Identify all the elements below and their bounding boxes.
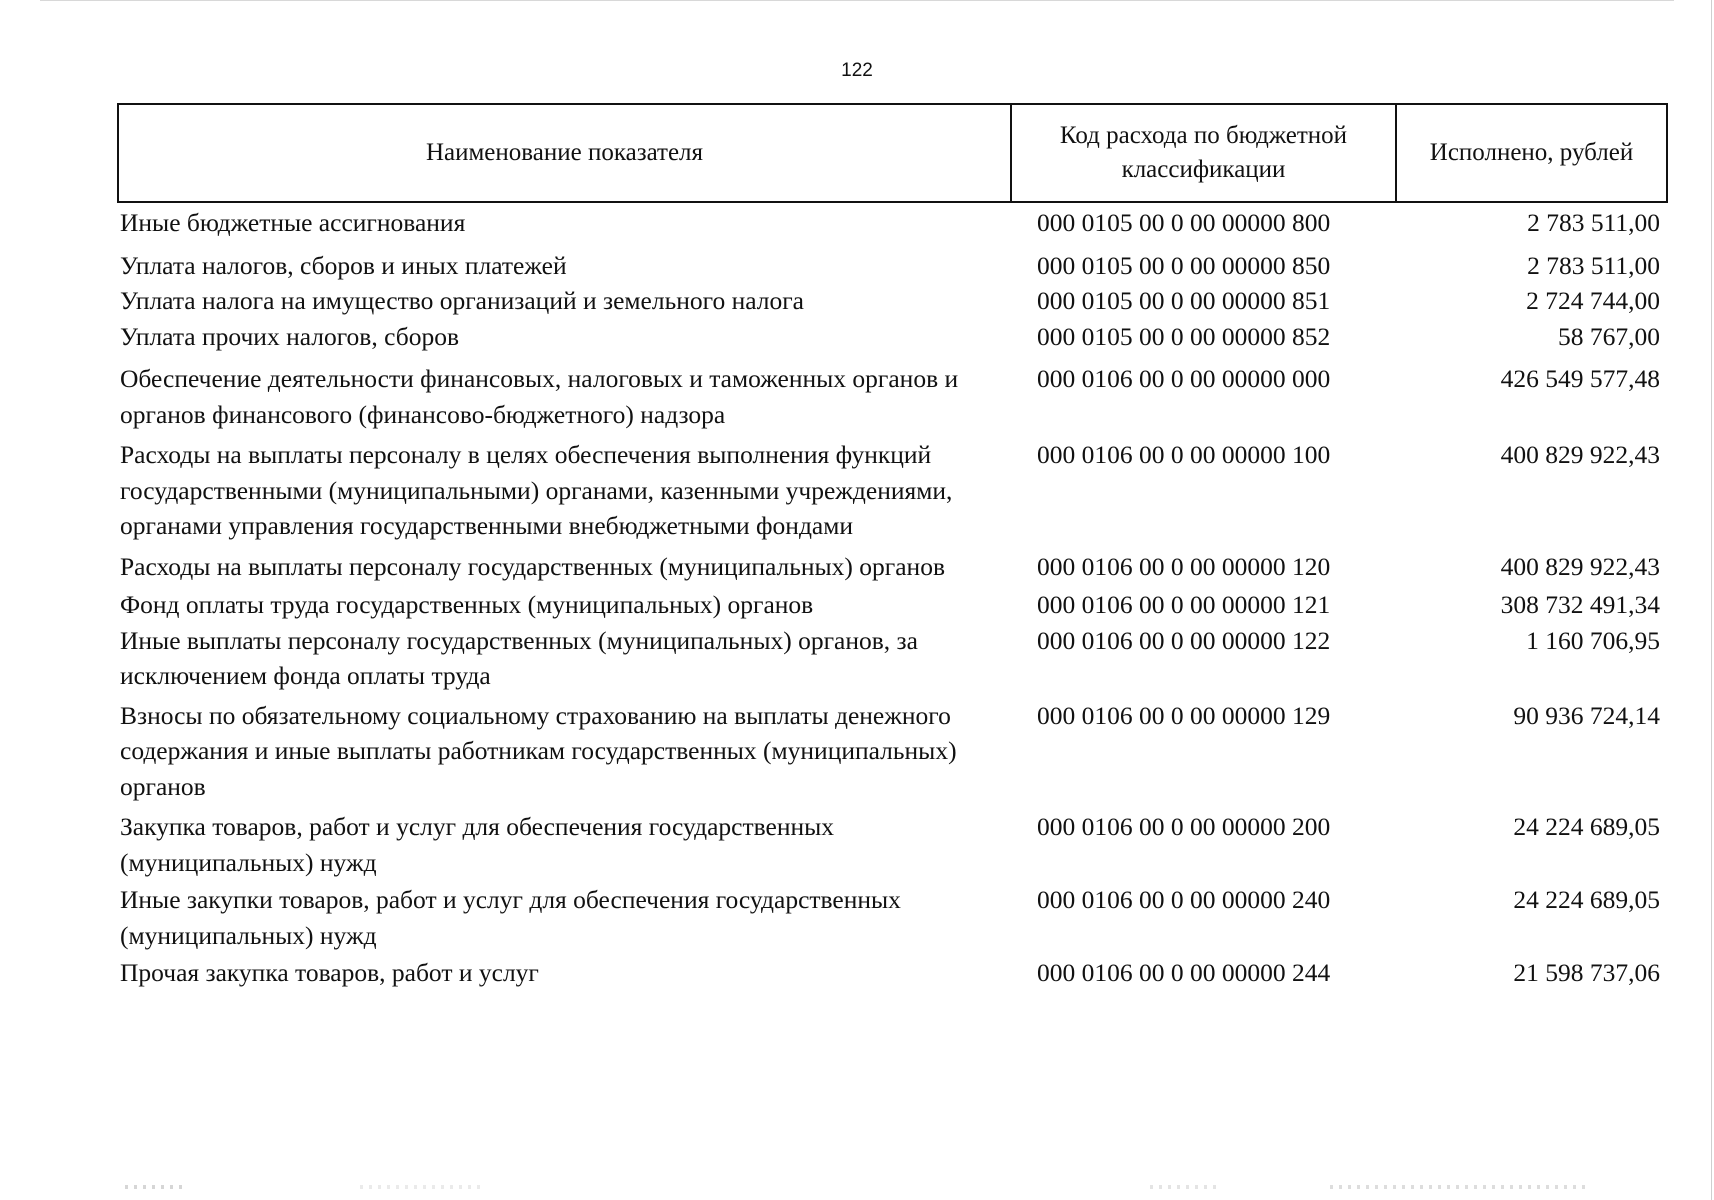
header-code: Код расхода по бюджетной классификации	[1012, 105, 1397, 201]
row-code: 000 0106 00 0 00 00000 129	[1037, 700, 1331, 730]
row-name: Иные выплаты персоналу государственных (муниципальных) органов, за исключением фонда оплаты труда	[120, 625, 918, 690]
row-code: 000 0105 00 0 00 00000 850	[1037, 250, 1331, 280]
row-code: 000 0106 00 0 00 00000 240	[1037, 885, 1331, 914]
scan-artifact	[125, 1185, 185, 1189]
row-amount: 90 936 724,14	[1513, 700, 1660, 730]
row-amount: 308 732 491,34	[1500, 590, 1660, 619]
row-name: Уплата налогов, сборов и иных платежей	[120, 250, 567, 280]
row-code: 000 0106 00 0 00 00000 121	[1037, 590, 1331, 619]
scan-edge	[1711, 0, 1712, 1200]
row-name: Прочая закупка товаров, работ и услуг	[120, 958, 539, 987]
scan-artifact	[1150, 1185, 1220, 1189]
table-row	[117, 809, 1668, 880]
row-code: 000 0105 00 0 00 00000 851	[1037, 286, 1331, 315]
row-amount: 400 829 922,43	[1500, 440, 1660, 469]
row-amount: 400 829 922,43	[1500, 551, 1660, 581]
row-code: 000 0105 00 0 00 00000 852	[1037, 321, 1331, 351]
table-row	[117, 698, 1668, 805]
row-name: Фонд оплаты труда государственных (муниципальных) органов	[120, 590, 814, 619]
table-row	[117, 361, 1668, 432]
header-amount: Исполнено, рублей	[1429, 139, 1634, 166]
row-name: Закупка товаров, работ и услуг для обеспечения государственных (муниципальных) нужд	[120, 812, 835, 877]
row-code: 000 0106 00 0 00 00000 122	[1037, 625, 1331, 655]
row-amount: 2 783 511,00	[1527, 250, 1660, 280]
table-row	[117, 882, 1668, 953]
table-row	[117, 205, 1668, 241]
table-row	[117, 549, 1668, 585]
scan-edge	[40, 0, 1674, 1]
row-name: Уплата прочих налогов, сборов	[120, 321, 459, 351]
row-code: 000 0106 00 0 00 00000 120	[1037, 551, 1331, 581]
budget-table	[117, 103, 1668, 991]
table-row	[117, 587, 1668, 623]
row-amount: 58 767,00	[1558, 321, 1660, 351]
scan-artifact	[360, 1185, 480, 1189]
table-row	[117, 437, 1668, 544]
row-name: Иные закупки товаров, работ и услуг для обеспечения государственных (муниципальных) нужд	[120, 885, 901, 950]
row-code: 000 0106 00 0 00 00000 000	[1037, 364, 1331, 393]
row-code: 000 0106 00 0 00 00000 244	[1037, 958, 1331, 987]
row-amount: 24 224 689,05	[1513, 812, 1660, 841]
header-name: Наименование показателя	[119, 105, 1012, 201]
table-row	[117, 283, 1668, 319]
table-row	[117, 319, 1668, 355]
row-code: 000 0106 00 0 00 00000 100	[1037, 440, 1331, 469]
row-amount: 24 224 689,05	[1513, 885, 1660, 914]
row-amount: 21 598 737,06	[1513, 958, 1660, 987]
row-amount: 426 549 577,48	[1500, 364, 1660, 393]
scan-artifact	[1330, 1185, 1590, 1189]
row-code: 000 0106 00 0 00 00000 200	[1037, 812, 1331, 841]
row-name: Взносы по обязательному социальному страхованию на выплаты денежного содержания и иные выплаты работникам государственных (муниципальных) органов	[120, 700, 957, 801]
row-name: Расходы на выплаты персоналу государственных (муниципальных) органов	[120, 551, 945, 581]
row-amount: 1 160 706,95	[1526, 625, 1660, 655]
row-name: Расходы на выплаты персоналу в целях обеспечения выполнения функций государственными (муниципальными) органами, казенными учреждениями, органами управления государственными внебюджетными фондами	[120, 440, 953, 540]
table-row	[117, 248, 1668, 284]
page-number: 122	[841, 60, 873, 81]
row-name: Иные бюджетные ассигнования	[120, 208, 466, 237]
table-header	[117, 103, 1668, 203]
row-code: 000 0105 00 0 00 00000 800	[1037, 208, 1331, 237]
row-name: Уплата налога на имущество организаций и земельного налога	[120, 286, 805, 315]
row-amount: 2 783 511,00	[1527, 208, 1660, 237]
table-row	[117, 623, 1668, 694]
table-row	[117, 955, 1668, 991]
row-name: Обеспечение деятельности финансовых, налоговых и таможенных органов и органов финансового (финансово-бюджетного) надзора	[120, 364, 959, 429]
row-amount: 2 724 744,00	[1526, 286, 1660, 315]
